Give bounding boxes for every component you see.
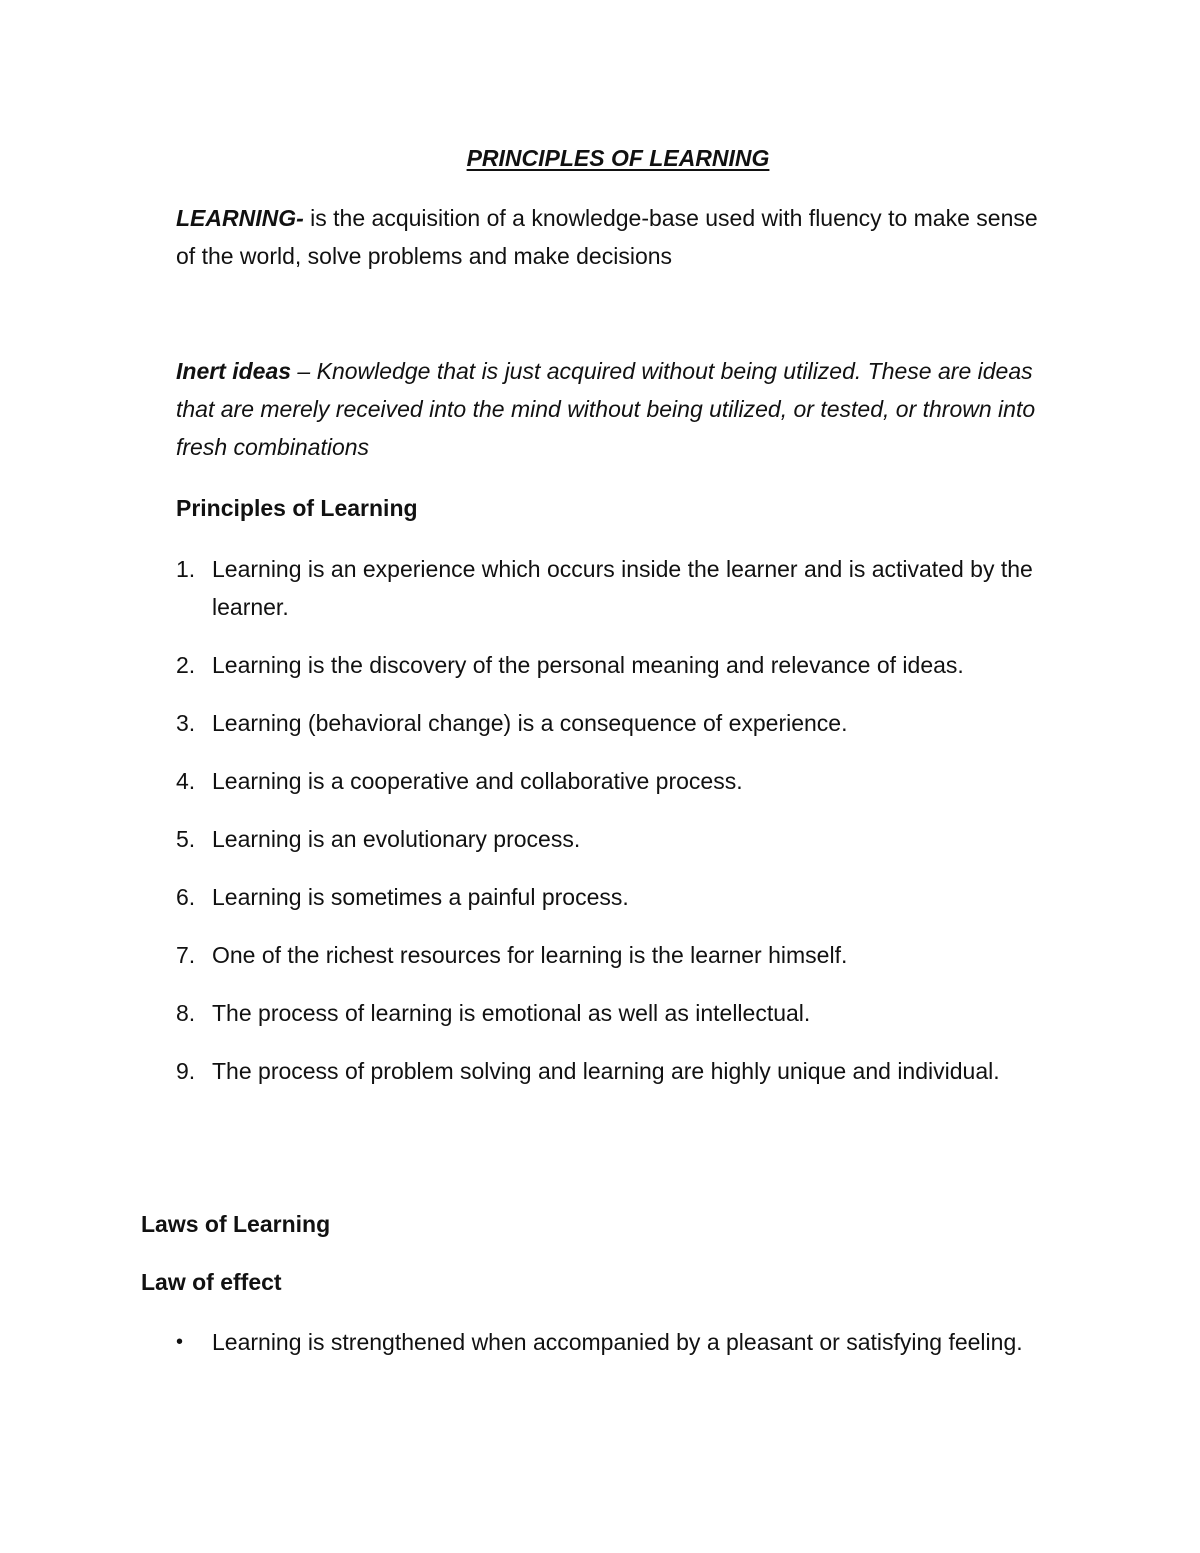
principle-text: The process of problem solving and learning are highly unique and individual. — [212, 1058, 1000, 1084]
list-number: 3. — [176, 710, 196, 736]
principle-item — [176, 646, 1056, 684]
list-number: 4. — [176, 768, 196, 794]
laws-heading: Laws of Learning — [141, 1211, 331, 1237]
learning-definition — [176, 199, 1056, 275]
principle-text: Learning is sometimes a painful process. — [212, 884, 629, 910]
principle-item — [176, 994, 1056, 1032]
definition-term: LEARNING- — [176, 205, 304, 231]
inert-ideas-text: – Knowledge that is just acquired without being utilized. These are ideas that are merely received into the mind without being utilized, or tested, or thrown into fresh combinations — [176, 358, 1036, 460]
principle-text: Learning is an experience which occurs inside the learner and is activated by the learner. — [212, 556, 1033, 620]
bullet-list-item — [176, 1323, 1056, 1361]
list-number: 7. — [176, 942, 196, 968]
list-number: 6. — [176, 884, 196, 910]
list-number: 8. — [176, 1000, 196, 1026]
inert-ideas-term: Inert ideas — [176, 358, 292, 384]
principle-text: Learning (behavioral change) is a consequence of experience. — [212, 710, 848, 736]
inert-ideas-paragraph — [176, 352, 1056, 466]
principle-item — [176, 820, 1056, 858]
principle-text: Learning is the discovery of the personal meaning and relevance of ideas. — [212, 652, 964, 678]
principle-text: Learning is an evolutionary process. — [212, 826, 581, 852]
list-number: 5. — [176, 826, 196, 852]
principle-item — [176, 704, 1056, 742]
principles-heading: Principles of Learning — [176, 495, 418, 521]
principle-text: One of the richest resources for learning is the learner himself. — [212, 942, 848, 968]
principle-item — [176, 878, 1056, 916]
principle-item — [176, 1052, 1056, 1090]
bullet-icon: • — [176, 1331, 184, 1353]
principle-item — [176, 936, 1056, 974]
law-of-effect-list — [176, 1323, 1056, 1361]
page-title: PRINCIPLES OF LEARNING — [466, 145, 770, 171]
list-number: 2. — [176, 652, 196, 678]
definition-text: is the acquisition of a knowledge-base used with fluency to make sense of the world, solve problems and make decisions — [176, 205, 1038, 269]
principle-item — [176, 762, 1056, 800]
principle-text: The process of learning is emotional as well as intellectual. — [212, 1000, 811, 1026]
principle-item — [176, 550, 1056, 626]
list-number: 9. — [176, 1058, 196, 1084]
law-of-effect-heading: Law of effect — [141, 1269, 282, 1295]
principle-text: Learning is a cooperative and collaborative process. — [212, 768, 743, 794]
list-number: 1. — [176, 556, 196, 582]
bullet-text: Learning is strengthened when accompanied by a pleasant or satisfying feeling. — [212, 1329, 1023, 1355]
principles-list — [176, 550, 1056, 1110]
